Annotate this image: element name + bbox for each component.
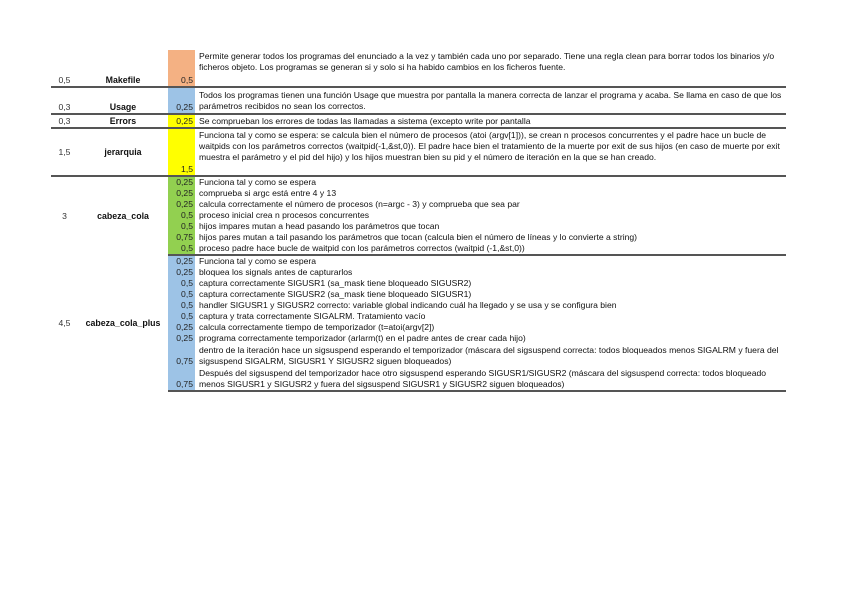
section-total: 4,5: [58, 317, 71, 328]
section-row-usage: [51, 87, 786, 114]
points-cell: 0,5: [168, 278, 195, 289]
rubric-sheet: [51, 50, 786, 392]
section-name: cabeza_cola: [97, 210, 149, 221]
criterion-text: dentro de la iteración hace un sigsuspend esperando el temporizador (máscara del sigsuspend correcta: todos bloqueados menos SIGALRM y fuera del sigsuspend SIGALRM, SIGUSR1 Y SIGUSR2 siguen bloqueados): [199, 344, 779, 366]
section-total: 0,3: [51, 87, 78, 114]
points-cell: 0,5: [168, 210, 195, 221]
cabeza-cola-group: [51, 176, 786, 255]
criterion-text: captura y trata correctamente SIGALRM. Tratamiento vacío: [199, 311, 426, 321]
cabeza-cola-criterion-row: [51, 176, 786, 188]
section-name: Usage: [78, 87, 168, 114]
criterion-text: Permite generar todos los programas del enunciado a la vez y también cada uno por separado. Tiene una regla clean para borrar todos los binarios y/o ficheros objeto. Los programas se generan si y solo si ha habido cambios en los ficheros fuente.: [195, 50, 786, 87]
criterion-text: hijos impares mutan a head pasando los parámetros que tocan: [199, 221, 440, 231]
section-name: jerarquia: [78, 128, 168, 176]
criterion-text: captura correctamente SIGUSR2 (sa_mask tiene bloqueado SIGUSR1): [199, 289, 472, 299]
points-cell: 0,5: [168, 300, 195, 311]
points-cell: 0,25: [168, 188, 195, 199]
points-cell: 0,25: [168, 267, 195, 278]
points-cell: 0,25: [168, 333, 195, 344]
section-name: cabeza_cola_plus: [85, 317, 161, 328]
points-cell: 0,5: [168, 311, 195, 322]
criterion-text: Funciona tal y como se espera: [199, 256, 317, 266]
points-cell: 0,5: [168, 50, 195, 87]
points-cell: 0,5: [168, 289, 195, 300]
points-cell: 0,25: [168, 114, 195, 128]
rubric-table: [51, 50, 786, 392]
section-row-errors: [51, 114, 786, 128]
criterion-text: Se comprueban los errores de todas las llamadas a sistema (excepto write por pantalla: [195, 114, 786, 128]
points-cell: 0,5: [168, 221, 195, 232]
criterion-text: proceso inicial crea n procesos concurrentes: [199, 210, 370, 220]
criterion-text: Todos los programas tienen una función Usage que muestra por pantalla la manera correcta de lanzar el programa y acaba. Se llama en caso de que los parámetros recibidos no sean los correctos.: [195, 87, 786, 114]
cabeza-cola-plus-group: [51, 255, 786, 391]
criterion-text: handler SIGUSR1 y SIGUSR2 correcto: variable global indicando cuál ha llegado y se usa y se configura bien: [199, 300, 617, 310]
points-cell: 1,5: [168, 128, 195, 176]
section-total: 0,3: [51, 114, 78, 128]
points-cell: 0,25: [168, 176, 195, 188]
section-total: 1,5: [51, 128, 78, 176]
criterion-text: comprueba si argc está entre 4 y 13: [199, 188, 337, 198]
points-cell: 0,75: [168, 344, 195, 367]
criterion-text: bloquea los signals antes de capturarlos: [199, 267, 353, 277]
criterion-text: hijos pares mutan a tail pasando los parámetros que tocan (calcula bien el número de líneas y lo convierte a string): [199, 232, 638, 242]
points-cell: 0,5: [168, 243, 195, 255]
points-cell: 0,75: [168, 232, 195, 243]
section-total: 3: [62, 210, 67, 221]
criterion-text: Funciona tal y como se espera: [199, 177, 317, 187]
criterion-text: Funciona tal y como se espera: se calcula bien el número de procesos (atoi (argv[1])), se crean n procesos concurrentes y el padre hace un bucle de waitpids con los parámetros correctos (waitpid(-1,&st,0)). El padre hace bien el tratamiento de la muerte por exit de sus hijos (en caso de muerte por exit muestra el parámetro y el pid del hijo) y los hijos muestran bien su pid y el número de iteración en la que se han creado.: [195, 128, 786, 176]
criterion-text: calcula correctamente tiempo de temporizador (t=atoi(argv[2]): [199, 322, 435, 332]
criterion-text: calcula correctamente el número de procesos (n=argc - 3) y comprueba que sea par: [199, 199, 520, 209]
section-name: Makefile: [78, 50, 168, 87]
section-row-jerarquia: [51, 128, 786, 176]
points-cell: 0,25: [168, 322, 195, 333]
criterion-text: proceso padre hace bucle de waitpid con los parámetros correctos (waitpid (-1,&st,0)): [195, 243, 786, 255]
section-total: 0,5: [51, 50, 78, 87]
cabeza-cola-plus-criterion-row: [51, 255, 786, 267]
points-cell: 0,25: [168, 87, 195, 114]
criterion-text: programa correctamente temporizador (arlarm(t) en el padre antes de crear cada hijo): [199, 333, 526, 343]
points-cell: 0,25: [168, 199, 195, 210]
points-cell: 0,75: [168, 367, 195, 391]
section-name: Errors: [78, 114, 168, 128]
section-row-makefile: [51, 50, 786, 87]
points-cell: 0,25: [168, 255, 195, 267]
criterion-text: Después del sigsuspend del temporizador hace otro sigsuspend esperando SIGUSR1/SIGUSR2 (máscara del sigsuspend correcta: todos bloqueado menos SIGUSR1 y SIGUSR2 y fuera del sigsuspend SIGUSR1 y SIGUSR2 siguen bloqueados): [195, 367, 786, 391]
criterion-text: captura correctamente SIGUSR1 (sa_mask tiene bloqueado SIGUSR2): [199, 278, 472, 288]
